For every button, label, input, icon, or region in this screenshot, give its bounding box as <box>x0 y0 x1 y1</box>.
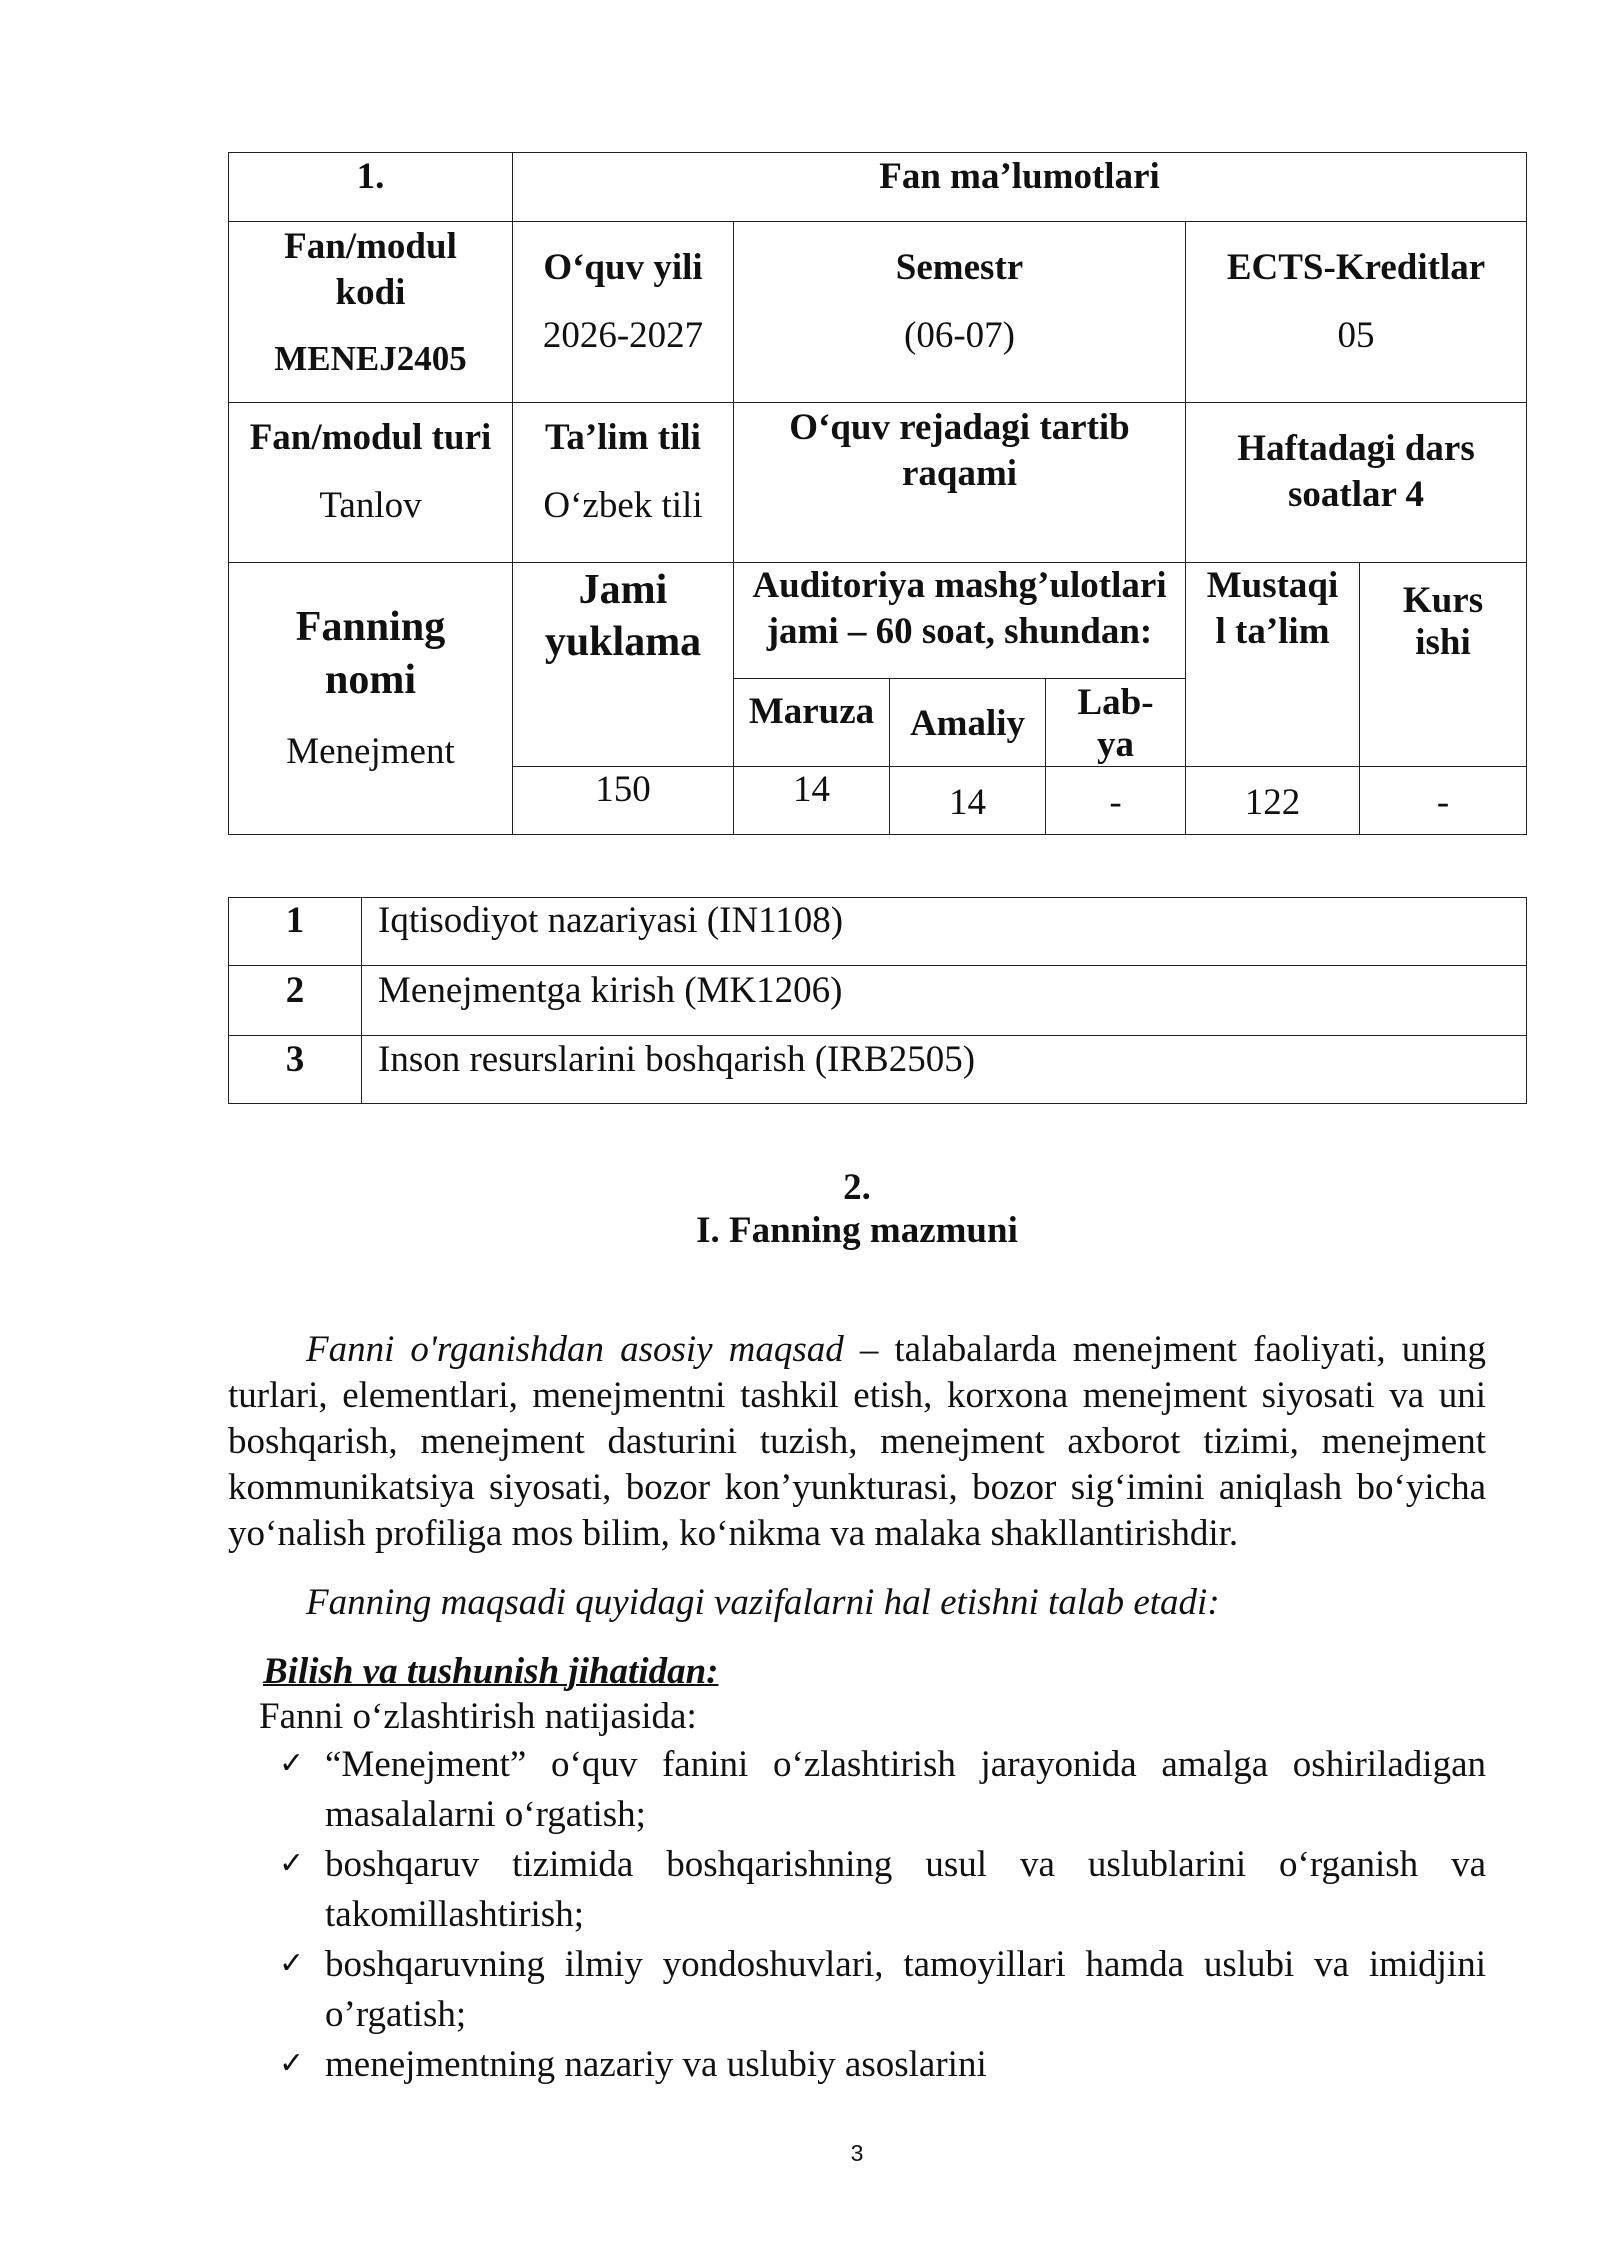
subject-name-cell <box>229 563 513 835</box>
independent-study-value-cell <box>1186 767 1360 835</box>
list-item-line: boshqaruv tizimida boshqarishning usul va uslublarini o‘rganish va <box>325 1844 1486 1885</box>
academic-year-value: 2026-2027 <box>542 315 704 356</box>
lecture-label: Maruza <box>748 691 875 732</box>
prerequisite-number: 1 <box>229 898 362 966</box>
module-type-cell <box>229 403 513 563</box>
prerequisite-number: 2 <box>229 966 362 1036</box>
module-type-value: Tanlov <box>319 485 422 526</box>
module-code-value: MENEJ2405 <box>274 339 467 378</box>
table-row <box>229 966 1527 1036</box>
lecture-cell <box>734 679 890 767</box>
section-number: 1. <box>356 156 385 197</box>
weekly-hours-label: Haftadagi dars <box>1237 428 1475 469</box>
module-code-label: kodi <box>335 272 406 313</box>
course-info-table <box>228 152 1527 835</box>
auditorium-label: jami – 60 soat, shundan: <box>766 611 1153 652</box>
lab-value-cell <box>1046 767 1186 835</box>
list-item-line: o’rgatish; <box>325 1994 467 2035</box>
weekly-hours-label: soatlar 4 <box>1288 474 1425 515</box>
list-item-line: takomillashtirish; <box>325 1894 584 1935</box>
coursework-label: ishi <box>1415 622 1471 663</box>
section-heading-number: 2. <box>843 1167 871 1208</box>
language-label: Ta’lim tili <box>545 417 701 458</box>
prerequisite-number: 3 <box>229 1036 362 1104</box>
list-item <box>279 1740 1486 1840</box>
subsection-subtitle: Fanni o‘zlashtirish natijasida: <box>259 1696 697 1737</box>
plan-number-label: O‘quv rejadagi tartib <box>789 407 1130 448</box>
list-item <box>279 1840 1486 1940</box>
list-item <box>279 1940 1486 2040</box>
lab-label: ya <box>1097 724 1134 765</box>
paragraph-line: kommunikatsiya siyosati, bozor kon’yunkturasi, bozor sig‘imini aniqlash bo‘yicha <box>228 1467 1486 1508</box>
academic-year-cell <box>513 222 734 403</box>
section-heading-title: I. Fanning mazmuni <box>696 1210 1018 1251</box>
practical-value: 14 <box>949 782 986 823</box>
plan-number-label: raqami <box>901 453 1018 494</box>
list-item-line: “Menejment” o‘quv fanini o‘zlashtirish jarayonida amalga oshiriladigan <box>325 1744 1486 1785</box>
lab-value: - <box>1109 782 1122 823</box>
table-row <box>229 403 1527 563</box>
paragraph-line <box>228 1327 1486 1373</box>
paragraph-line: yo‘nalish profiliga mos bilim, ko‘nikma va malaka shakllantirishdir. <box>228 1513 1239 1554</box>
prerequisite-name: Inson resurslarini boshqarish (IRB2505) <box>362 1036 1527 1104</box>
plan-number-cell <box>734 403 1186 563</box>
list-item <box>279 2040 1486 2090</box>
checklist <box>279 1740 1486 2090</box>
checkmark-icon <box>279 1740 319 1788</box>
independent-study-label: l ta’lim <box>1215 611 1330 652</box>
practical-value-cell <box>890 767 1046 835</box>
list-item-line: masalalarni o‘rgatish; <box>325 1794 646 1835</box>
table-row <box>229 1036 1527 1104</box>
auditorium-cell <box>734 563 1186 679</box>
table-row <box>229 153 1527 222</box>
credits-label: ECTS-Kreditlar <box>1226 247 1486 288</box>
section-heading <box>228 1166 1486 1252</box>
semester-cell <box>734 222 1186 403</box>
module-type-label: Fan/modul turi <box>249 417 492 458</box>
paragraph-line: boshqarish, menejment dasturini tuzish, menejment axborot tizimi, menejment <box>228 1421 1486 1462</box>
intro-first-line: – talabalarda menejment faoliyati, uning <box>859 1329 1486 1370</box>
lab-label: Lab- <box>1077 682 1154 723</box>
table-row <box>229 222 1527 403</box>
total-load-cell <box>513 563 734 767</box>
semester-label: Semestr <box>895 247 1024 288</box>
independent-study-label: Mustaqi <box>1206 565 1339 606</box>
total-load-value: 150 <box>595 769 651 810</box>
prerequisite-name: Iqtisodiyot nazariyasi (IN1108) <box>362 898 1527 966</box>
coursework-label: Kurs <box>1402 580 1484 621</box>
subsection-title: Bilish va tushunish jihatidan: <box>263 1651 719 1692</box>
lecture-value: 14 <box>793 769 830 810</box>
credits-value: 05 <box>1337 315 1375 356</box>
practical-label: Amaliy <box>909 703 1026 744</box>
subject-name-label: Fanning <box>295 604 446 650</box>
list-item-line: menejmentning nazariy va uslubiy asoslarini <box>325 2044 987 2085</box>
language-value: O‘zbek tili <box>543 485 703 526</box>
section-title: Fan ma’lumotlari <box>879 156 1160 197</box>
total-load-value-cell <box>513 767 734 835</box>
table-row <box>229 898 1527 966</box>
subject-name-label: nomi <box>324 657 416 703</box>
coursework-value-cell <box>1360 767 1527 835</box>
section-title-cell <box>513 153 1527 222</box>
practical-cell <box>890 679 1046 767</box>
total-load-label: Jami <box>578 567 668 613</box>
auditorium-label: Auditoriya mashg’ulotlari <box>752 565 1167 606</box>
credits-cell <box>1186 222 1527 403</box>
lab-cell <box>1046 679 1186 767</box>
checkmark-icon <box>279 2040 319 2088</box>
section-number-cell <box>229 153 513 222</box>
checkmark-icon <box>279 1840 319 1888</box>
independent-study-value: 122 <box>1244 782 1301 823</box>
tasks-intro: Fanning maqsadi quyidagi vazifalarni hal etishni talab etadi: <box>306 1582 1220 1623</box>
paragraph-line: turlari, elementlari, menejmentni tashkil etish, korxona menejment siyosati va uni <box>228 1375 1486 1416</box>
prerequisite-name: Menejmentga kirish (MK1206) <box>362 966 1527 1036</box>
module-code-cell <box>229 222 513 403</box>
language-cell <box>513 403 734 563</box>
coursework-cell <box>1360 563 1527 767</box>
lecture-value-cell <box>734 767 890 835</box>
table-row <box>229 563 1527 679</box>
intro-paragraph <box>228 1327 1486 1557</box>
coursework-value: - <box>1436 782 1450 823</box>
intro-lead: Fanni o'rganishdan asosiy maqsad <box>306 1329 844 1370</box>
module-code-label: Fan/modul <box>284 226 457 267</box>
weekly-hours-cell <box>1186 403 1527 563</box>
subject-name-value: Menejment <box>286 731 455 772</box>
list-item-line: boshqaruvning ilmiy yondoshuvlari, tamoyillari hamda uslubi va imidjini <box>325 1944 1486 1985</box>
checkmark-icon <box>279 1940 319 1988</box>
total-load-label: yuklama <box>544 619 702 665</box>
independent-study-cell <box>1186 563 1360 767</box>
page-number: 3 <box>850 2140 864 2166</box>
semester-value: (06-07) <box>904 315 1015 356</box>
prerequisites-table <box>228 897 1527 1104</box>
academic-year-label: O‘quv yili <box>543 247 703 288</box>
